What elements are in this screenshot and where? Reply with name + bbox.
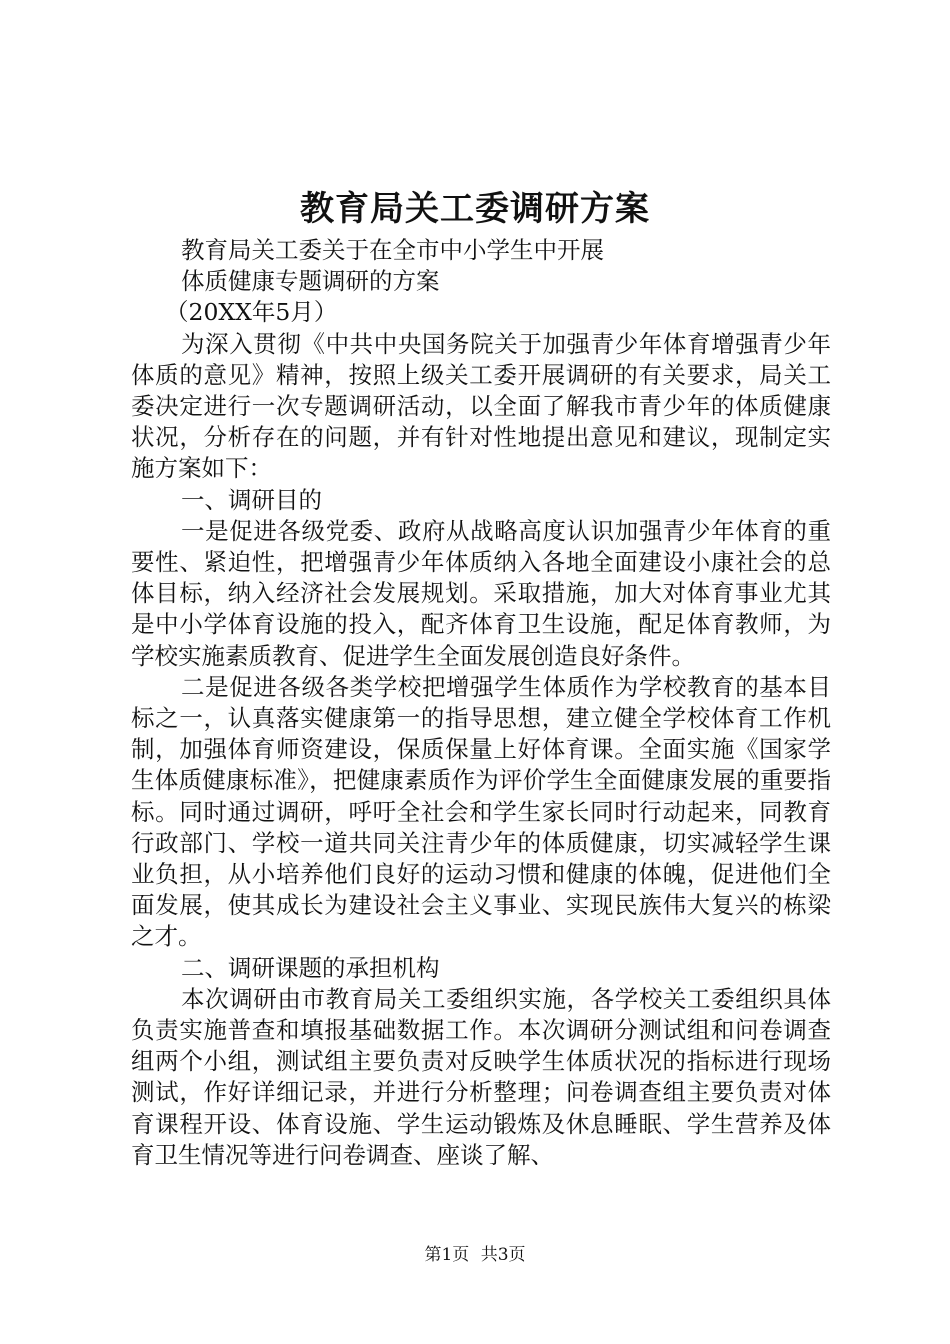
purpose-paragraph-2: 二是促进各级各类学校把增强学生体质作为学校教育的基本目标之一，认真落实健康第一的指导思想，建立健全学校体育工作机制，加强体育师资建设，保质保量上好体育课。全面实施《国家学生体质健康标准》，把健康素质作为评价学生全面健康发展的重要指标。同时通过调研，呼吁全社会和学生家长同时行动起来，同教育行政部门、学校一道共同关注青少年的体质健康，切实减轻学生课业负担，从小培养他们良好的运动习惯和健康的体魄，促进他们全面发展，使其成长为建设社会主义事业、实现民族伟大复兴的栋梁之才。	[131, 672, 831, 951]
document-body	[131, 235, 831, 1171]
date-line: （20XX年5月）	[165, 298, 338, 327]
subtitle-line-1: 教育局关工委关于在全市中小学生中开展	[181, 236, 604, 264]
section-heading-2: 二、调研课题的承担机构	[181, 953, 440, 982]
page-total: 共3页	[480, 1245, 526, 1265]
section-heading-1: 一、调研目的	[181, 485, 322, 514]
intro-paragraph: 为深入贯彻《中共中央国务院关于加强青少年体育增强青少年体质的意见》精神，按照上级关工委开展调研的有关要求，局关工委决定进行一次专题调研活动，以全面了解我市青少年的体质健康状况，分析存在的问题，并有针对性地提出意见和建议，现制定实施方案如下：	[131, 329, 831, 483]
organization-paragraph: 本次调研由市教育局关工委组织实施，各学校关工委组织具体负责实施普查和填报基础数据工作。本次调研分测试组和问卷调查组两个小组，测试组主要负责对反映学生体质状况的指标进行现场测试，作好详细记录，并进行分析整理；问卷调查组主要负责对体育课程开设、体育设施、学生运动锻炼及休息睡眠、学生营养及体育卫生情况等进行问卷调查、座谈了解、	[131, 984, 831, 1169]
page-number: 第1页	[424, 1245, 470, 1265]
subtitle-line-2: 体质健康专题调研的方案	[181, 267, 440, 296]
document-title: 教育局关工委调研方案	[300, 189, 650, 229]
page-footer	[0, 1244, 950, 1266]
purpose-paragraph-1: 一是促进各级党委、政府从战略高度认识加强青少年体育的重要性、紧迫性，把增强青少年体质纳入各地全面建设小康社会的总体目标，纳入经济社会发展规划。采取措施，加大对体育事业尤其是中小学体育设施的投入，配齐体育卫生设施，配足体育教师，为学校实施素质教育、促进学生全面发展创造良好条件。	[131, 516, 831, 670]
